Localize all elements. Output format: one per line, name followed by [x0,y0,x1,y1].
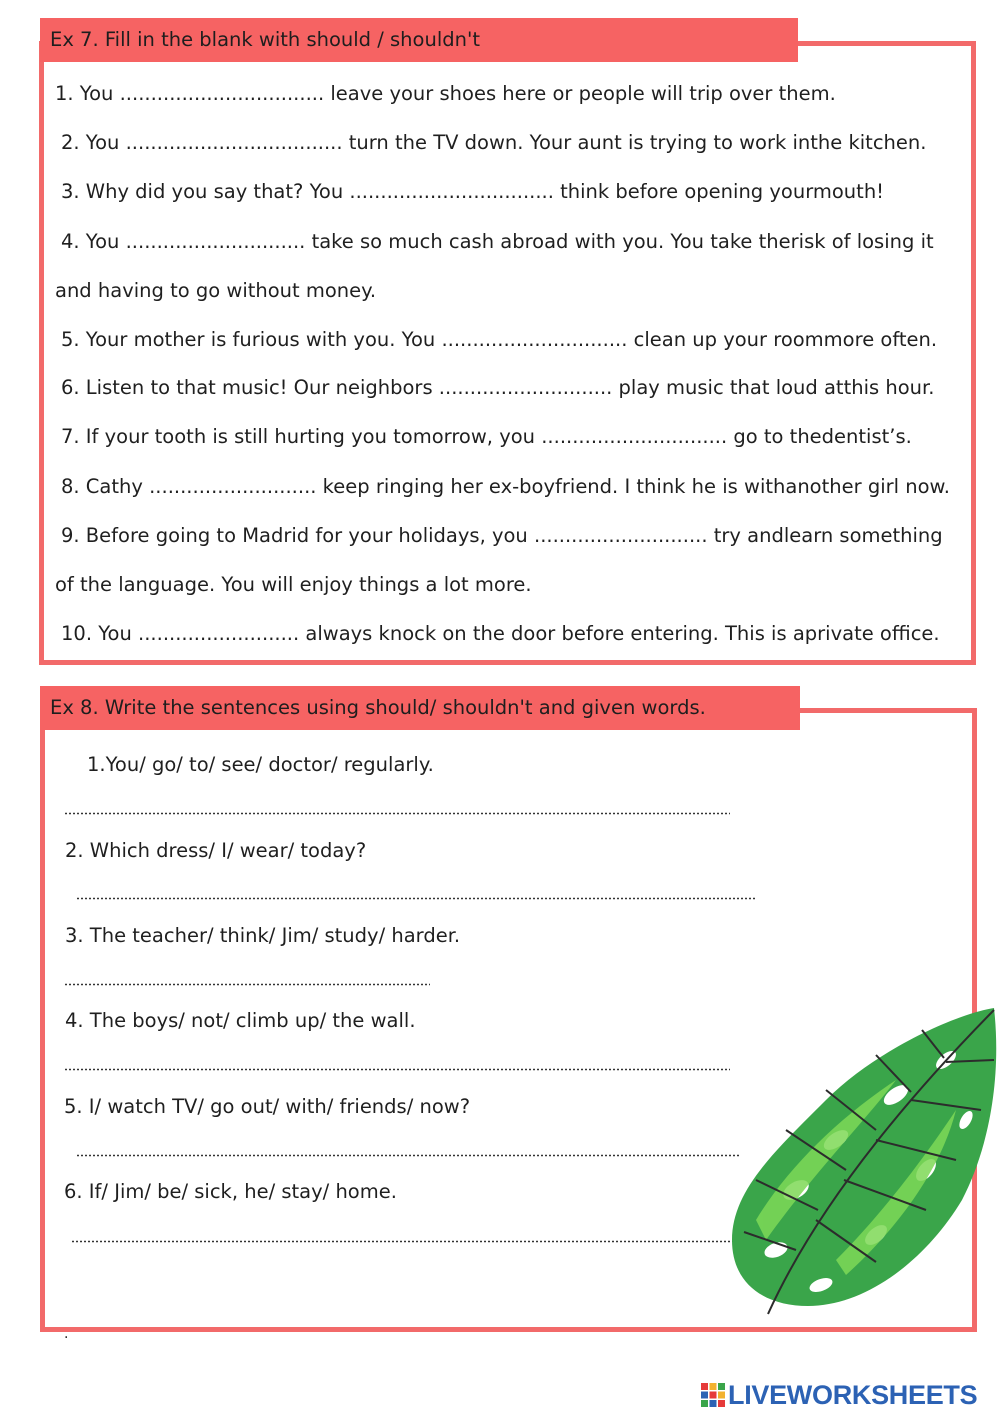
ex8-prompt-4: 4. The boys/ not/ climb up/ the wall. [65,1009,416,1032]
ex8-answer-6[interactable] [71,1240,735,1243]
ex7-line-2: 2. You ................................... turn the TV down. Your aunt is trying to work inthe kitchen. [61,131,927,154]
ex8-prompt-2: 2. Which dress/ I/ wear/ today? [65,839,367,862]
ex7-line-5: 5. Your mother is furious with you. You .............................. clean up your roommore often. [61,328,938,351]
ex8-prompt-1: 1.You/ go/ to/ see/ doctor/ regularly. [87,753,434,776]
exercise-8-title: Ex 8. Write the sentences using should/ shouldn't and given words. [40,686,800,730]
stray-mark: . [64,1326,69,1342]
ex8-answer-1[interactable] [64,812,730,815]
liveworksheets-brand[interactable] [700,1378,977,1412]
ex8-prompt-6: 6. If/ Jim/ be/ sick, he/ stay/ home. [64,1180,397,1203]
ex7-line-4-cont: and having to go without money. [55,279,377,302]
brand-label: LIVEWORKSHEETS [728,1379,978,1410]
ex7-line-7: 7. If your tooth is still hurting you tomorrow, you .............................. go to thedentist’s. [61,425,912,448]
ex7-line-6: 6. Listen to that music! Our neighbors ............................ play music that loud atthis hour. [61,376,935,399]
ex7-line-9: 9. Before going to Madrid for your holidays, you ............................ try andlearn something [61,524,943,547]
ex7-line-3: 3. Why did you say that? You ................................. think before opening yourmouth! [61,180,884,203]
ex8-prompt-5: 5. I/ watch TV/ go out/ with/ friends/ now? [64,1095,471,1118]
ex7-line-10: 10. You .......................... always knock on the door before entering. This is aprivate office. [61,622,940,645]
ex8-answer-3[interactable] [64,983,430,986]
ex8-answer-2[interactable] [76,897,756,900]
liveworksheets-logo-icon [700,1382,726,1408]
ex7-line-4: 4. You ............................. take so much cash abroad with you. You take therisk of losing it [61,230,934,253]
monstera-leaf-icon [726,1000,1000,1318]
exercise-7-title: Ex 7. Fill in the blank with should / shouldn't [40,18,798,62]
ex7-line-8: 8. Cathy ........................... keep ringing her ex-boyfriend. I think he is withanother girl now. [61,475,950,498]
ex8-prompt-3: 3. The teacher/ think/ Jim/ study/ harder. [65,924,461,947]
ex7-line-1: 1. You ................................. leave your shoes here or people will trip over them. [55,82,836,105]
ex7-line-9-cont: of the language. You will enjoy things a lot more. [55,573,532,596]
ex8-answer-5[interactable] [76,1154,740,1157]
ex8-answer-4[interactable] [64,1068,730,1071]
